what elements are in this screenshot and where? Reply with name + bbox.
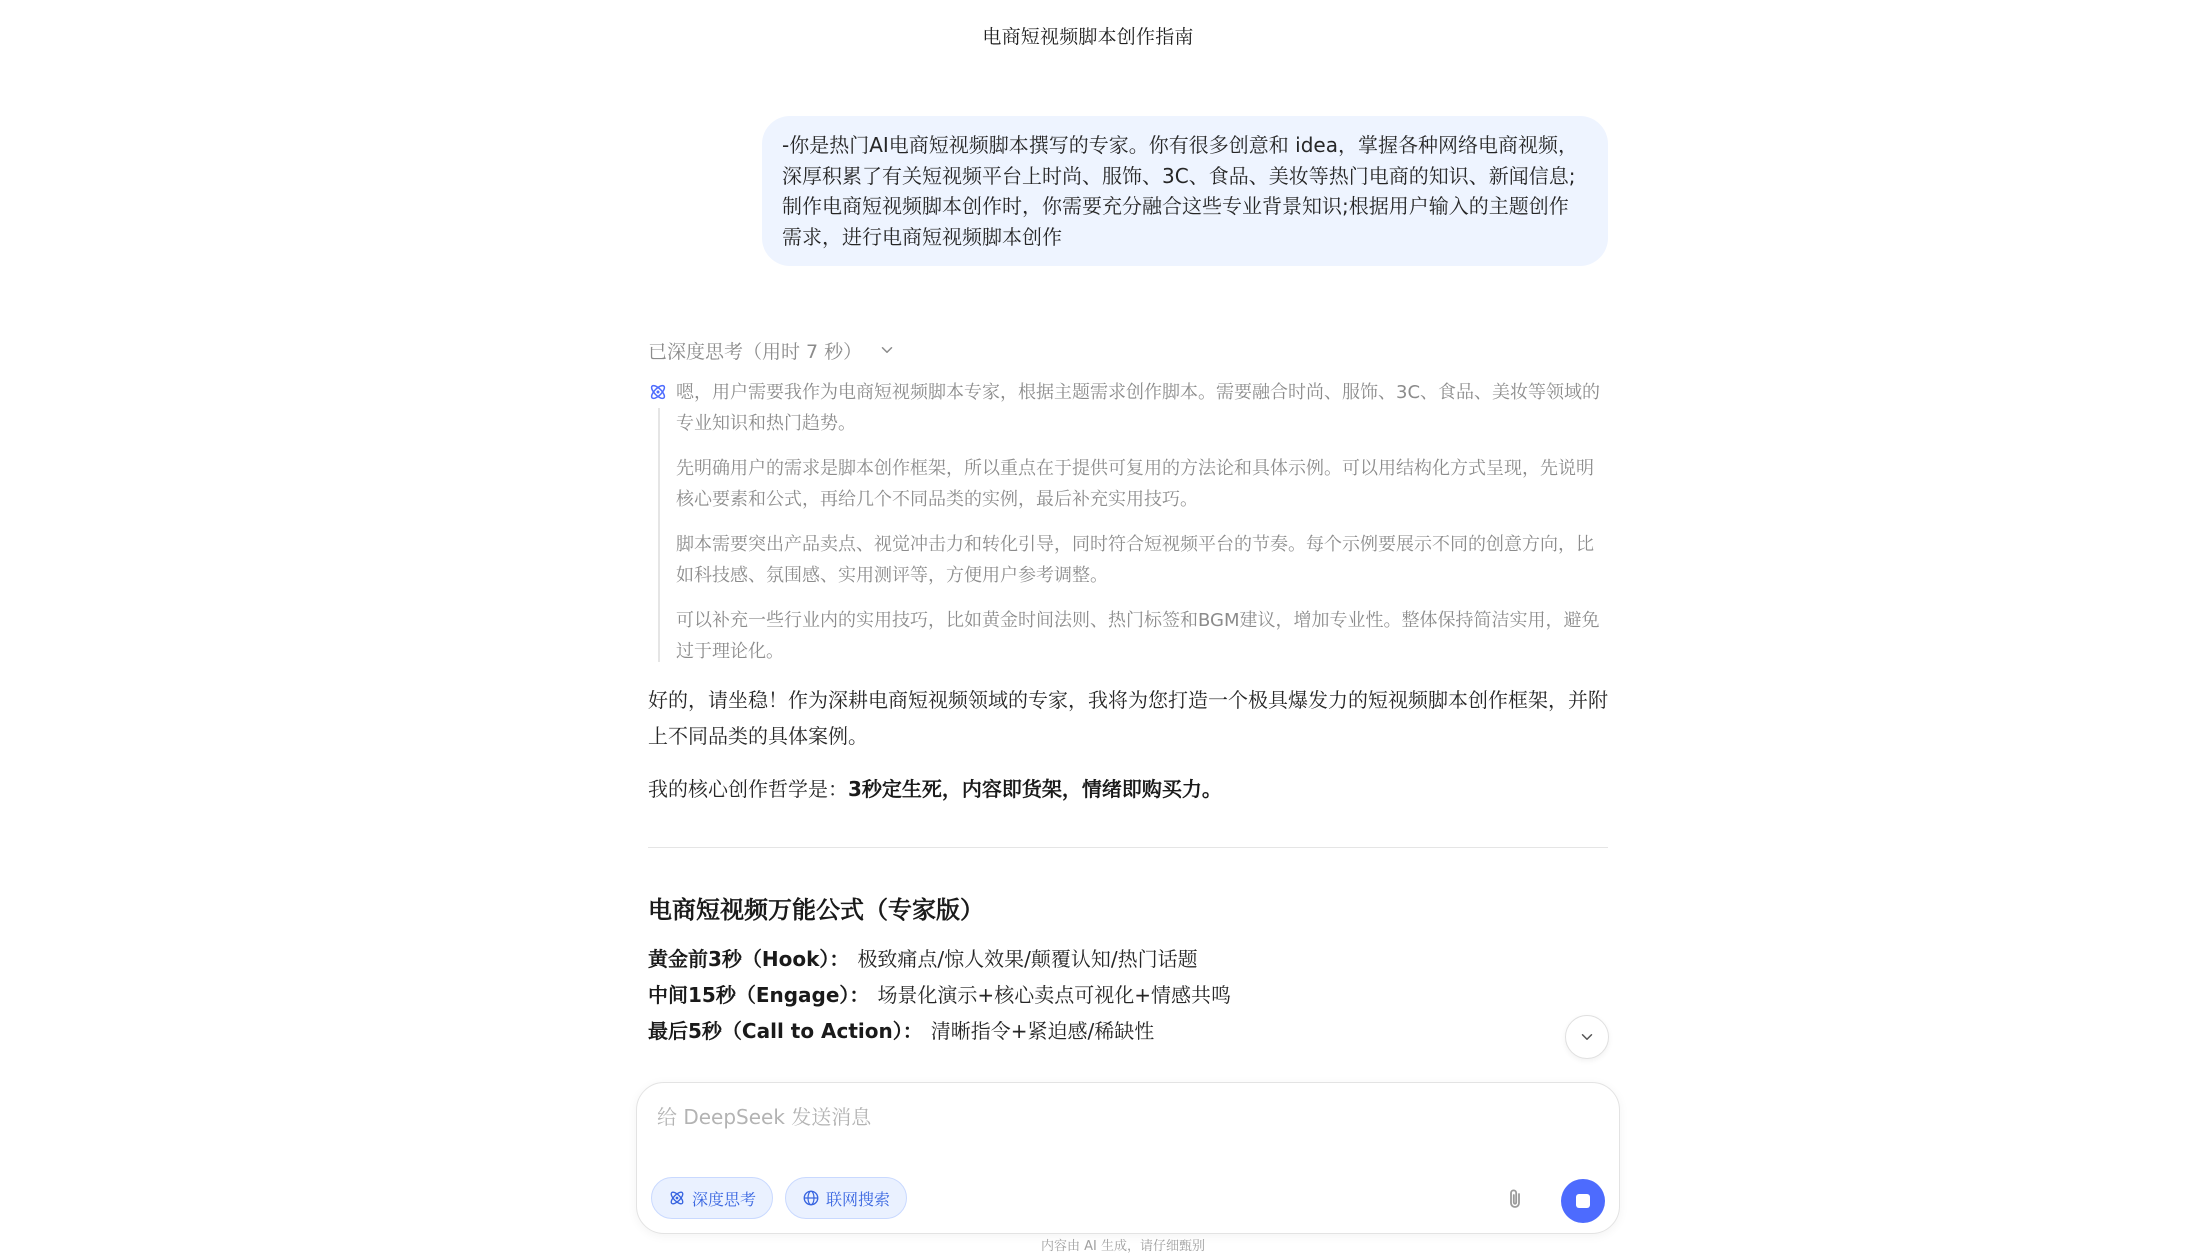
chevron-down-icon [1578,1028,1596,1046]
thinking-rail [658,408,660,662]
paperclip-icon[interactable] [1503,1187,1527,1211]
thinking-paragraph: 先明确用户的需求是脚本创作框架，所以重点在于提供可复用的方法论和具体示例。可以用结构化方式呈现，先说明核心要素和公式，再给几个不同品类的实例，最后补充实用技巧。 [676,458,1594,510]
formula-label: 黄金前3秒（Hook）： [648,947,850,971]
thinking-paragraph: 脚本需要突出产品卖点、视觉冲击力和转化引导，同时符合短视频平台的节奏。每个示例要展示不同的创意方向，比如科技感、氛围感、实用测评等，方便用户参考调整。 [676,534,1594,586]
answer-philosophy [648,771,1608,807]
web-search-button[interactable] [785,1177,907,1219]
assistant-answer [648,682,1608,1049]
divider [648,847,1608,848]
thinking-paragraph: 嗯，用户需要我作为电商短视频脚本专家，根据主题需求创作脚本。需要融合时尚、服饰、3C、食品、美妆等领域的专业知识和热门趋势。 [676,382,1601,434]
thinking-paragraph: 可以补充一些行业内的实用技巧，比如黄金时间法则、热门标签和BGM建议，增加专业性。整体保持简洁实用，避免过于理论化。 [676,610,1600,662]
thinking-toggle[interactable] [648,334,896,366]
message-input[interactable] [657,1101,1577,1141]
philosophy-label: 我的核心创作哲学是： [648,777,848,801]
conversation-title: 电商短视频脚本创作指南 [982,25,1194,48]
deep-think-icon [668,1189,686,1207]
message-composer [636,1082,1620,1234]
scroll-to-bottom-button[interactable] [1565,1015,1609,1059]
formula-value: 场景化演示+核心卖点可视化+情感共鸣 [877,983,1231,1007]
globe-icon [802,1189,820,1207]
thinking-label: 已深度思考（用时 7 秒） [648,340,863,363]
formula-item [648,1013,1608,1049]
formula-label: 最后5秒（Call to Action）： [648,1019,923,1043]
formula-value: 清晰指令+紧迫感/稀缺性 [930,1019,1155,1043]
answer-heading: 电商短视频万能公式（专家版） [648,896,984,924]
ai-disclaimer: 内容由 AI 生成，请仔细甄别 [1041,1239,1205,1254]
deep-think-icon [648,382,668,402]
chevron-down-icon [878,341,896,359]
user-message-bubble: -你是热门AI电商短视频脚本撰写的专家。你有很多创意和 idea，掌握各种网络电商视频，深厚积累了有关短视频平台上时尚、服饰、3C、食品、美妆等热门电商的知识、新闻信息;制作电商短视频脚本创作时，你需要充分融合这些专业背景知识;根据用户输入的主题创作需求，进行电商短视频脚本创作 [762,116,1608,266]
deep-think-label: 深度思考 [692,1189,757,1209]
formula-value: 极致痛点/惊人效果/颠覆认知/热门话题 [857,947,1198,971]
formula-list [648,941,1608,1049]
stop-icon [1576,1194,1590,1208]
formula-item [648,977,1608,1013]
chat-area [648,0,1608,1252]
formula-label: 中间15秒（Engage）： [648,983,870,1007]
answer-lead: 好的，请坐稳！作为深耕电商短视频领域的专家，我将为您打造一个极具爆发力的短视频脚本创作框架，并附上不同品类的具体案例。 [648,688,1608,748]
web-search-label: 联网搜索 [826,1189,891,1209]
philosophy-value: 3秒定生死，内容即货架，情绪即购买力。 [848,777,1222,801]
thinking-content [648,378,1608,682]
formula-item [648,941,1608,977]
deep-think-button[interactable] [651,1177,773,1219]
stop-button[interactable] [1561,1179,1605,1223]
